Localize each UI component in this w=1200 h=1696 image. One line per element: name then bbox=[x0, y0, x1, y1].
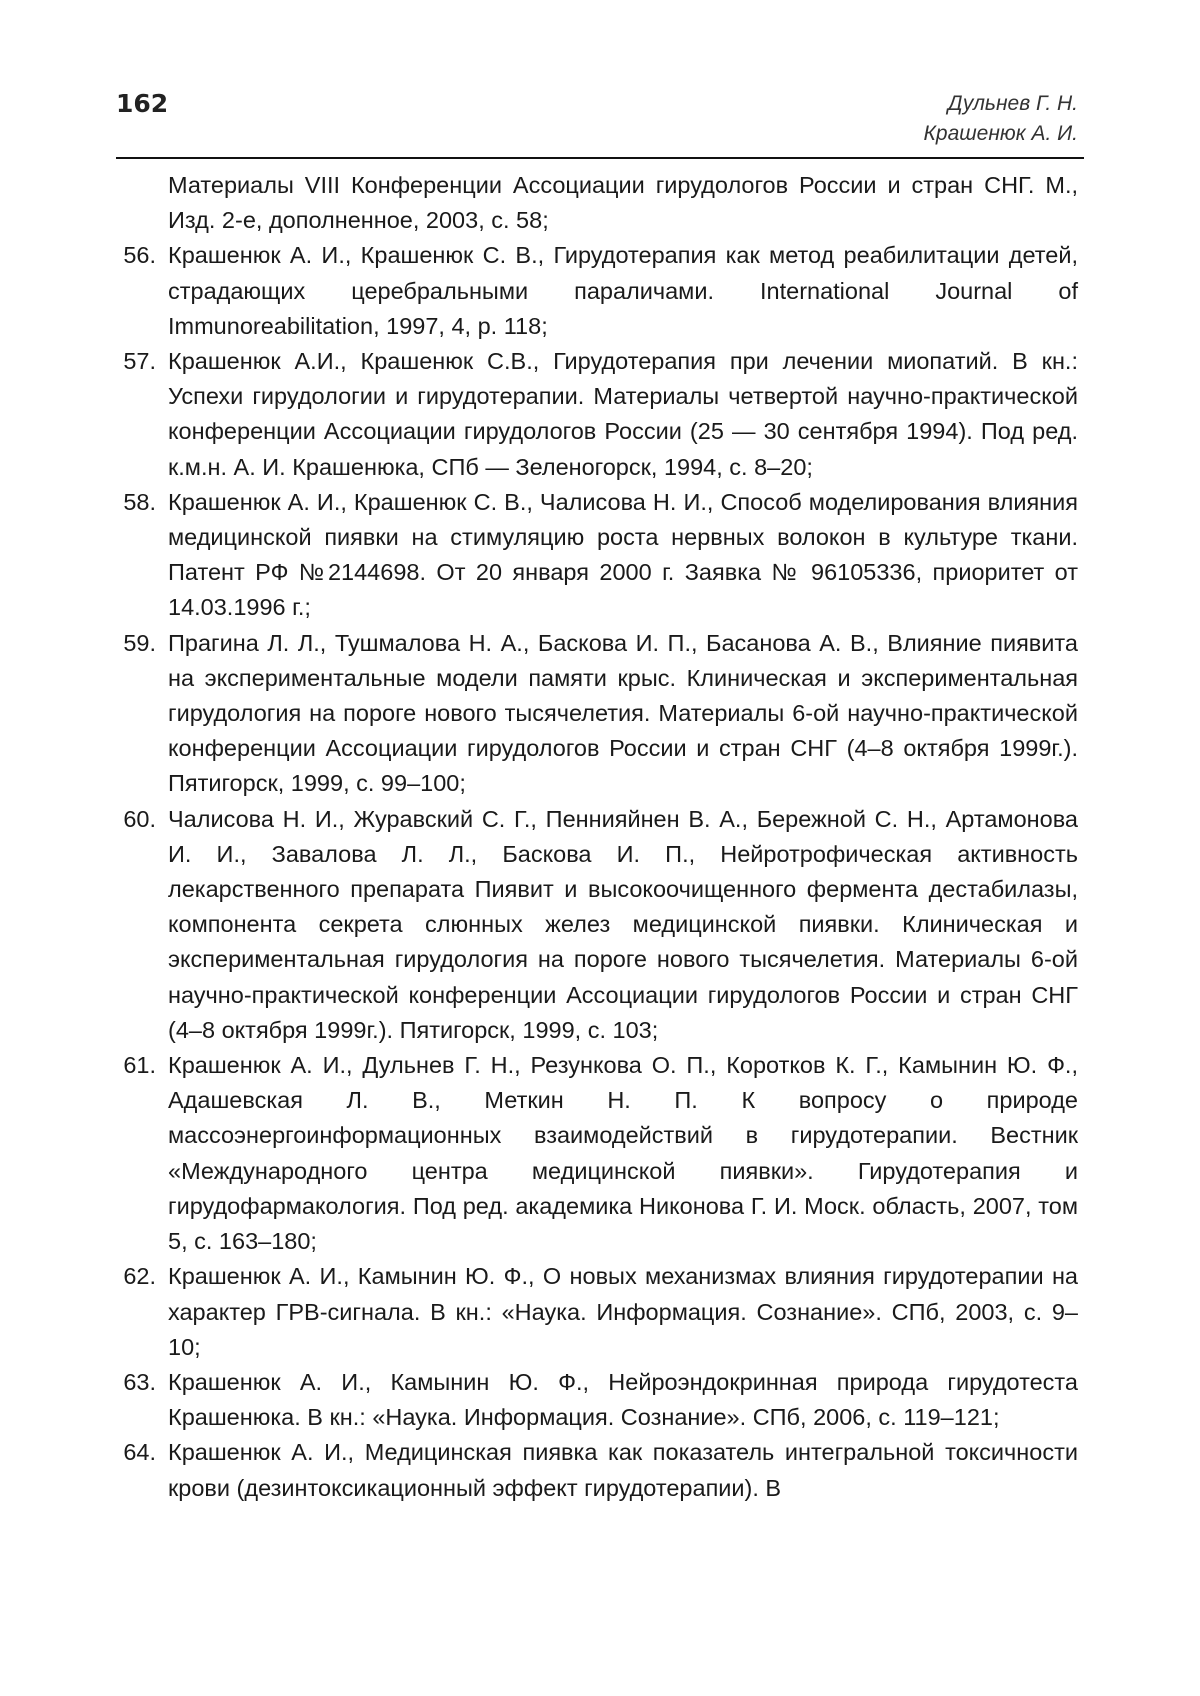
reference-item-60 bbox=[116, 802, 1078, 1048]
reference-number: 58. bbox=[123, 488, 156, 515]
page-number: 162 bbox=[116, 89, 169, 118]
reference-number: 59. bbox=[123, 629, 156, 656]
header-rule bbox=[116, 157, 1084, 159]
reference-item-59 bbox=[116, 626, 1078, 802]
reference-number: 63. bbox=[123, 1368, 156, 1395]
running-head-author-1: Дульнев Г. Н. bbox=[947, 92, 1078, 115]
reference-item-61 bbox=[116, 1048, 1078, 1259]
reference-text: Крашенюк А.И., Крашенюк С.В., Гирудотерапия при лечении миопатий. В кн.: Успехи гирудологии и гирудотерапии. Материалы четвертой научно-практической конференции Ассоциации гирудологов России (25 — 30 сентября 1994). Под ред. к.м.н. А. И. Крашенюка, СПб — Зеленогорск, 1994, с. 8–20; bbox=[168, 348, 1078, 480]
reference-item-continued bbox=[116, 168, 1078, 238]
reference-text: Крашенюк А. И., Крашенюк С. В., Гирудотерапия как метод реабилитации детей, страдающих церебральными параличами. International Journal of Immunoreabilitation, 1997, 4, р. 118; bbox=[168, 242, 1078, 339]
reference-text: Крашенюк А. И., Медицинская пиявка как показатель интегральной токсичности крови (дезинтоксикационный эффект гирудотерапии). В bbox=[168, 1439, 1078, 1501]
reference-text: Прагина Л. Л., Тушмалова Н. А., Баскова И. П., Басанова А. В., Влияние пиявита на экспериментальные модели памяти крыс. Клиническая и экспериментальная гирудология на пороге нового тысячелетия. Материалы 6-ой научно-практической конференции Ассоциации гирудологов России и стран СНГ (4–8 октября 1999г.). Пятигорск, 1999, с. 99–100; bbox=[168, 629, 1078, 797]
reference-text: Материалы VIII Конференции Ассоциации гирудологов России и стран СНГ. М., Изд. 2-е, дополненное, 2003, с. 58; bbox=[168, 172, 1078, 234]
reference-text: Крашенюк А. И., Дульнев Г. Н., Резункова О. П., Коротков К. Г., Камынин Ю. Ф., Адашевская Л. В., Меткин Н. П. К вопросу о природе массоэнергоинформационных взаимодействий в гирудотерапии. Вестник «Международного центра медицинской пиявки». Гирудотерапия и гирудофармакология. Под ред. академика Никонова Г. И. Моск. область, 2007, том 5, с. 163–180; bbox=[168, 1052, 1078, 1255]
reference-item-56 bbox=[116, 238, 1078, 344]
reference-number: 64. bbox=[123, 1439, 156, 1466]
reference-item-62 bbox=[116, 1259, 1078, 1365]
reference-number: 61. bbox=[123, 1052, 156, 1079]
reference-list bbox=[116, 168, 1078, 1506]
reference-number: 62. bbox=[123, 1263, 156, 1290]
reference-item-64 bbox=[116, 1435, 1078, 1505]
running-head bbox=[924, 89, 1078, 149]
reference-item-57 bbox=[116, 344, 1078, 485]
reference-text: Чалисова Н. И., Журавский С. Г., Пеннияйнен В. А., Бережной С. Н., Артамонова И. И., Завалова Л. Л., Баскова И. П., Нейротрофическая активность лекарственного препарата Пиявит и высокоочищенного фермента дестабилазы, компонента секрета слюнных желез медицинской пиявки. Клиническая и экспериментальная гирудология на пороге нового тысячелетия. Материалы 6-ой научно-практической конференции Ассоциации гирудологов России и стран СНГ (4–8 октября 1999г.). Пятигорск, 1999, с. 103; bbox=[168, 805, 1078, 1043]
reference-text: Крашенюк А. И., Крашенюк С. В., Чалисова Н. И., Способ моделирования влияния медицинской пиявки на стимуляцию роста нервных волокон в культуре ткани. Патент РФ №2144698. От 20 января 2000 г. Заявка № 96105336, приоритет от 14.03.1996 г.; bbox=[168, 488, 1078, 621]
running-head-author-2: Крашенюк А. И. bbox=[923, 122, 1078, 145]
reference-number: 60. bbox=[123, 805, 156, 832]
reference-number: 56. bbox=[123, 242, 156, 269]
reference-item-58 bbox=[116, 485, 1078, 626]
reference-text: Крашенюк А. И., Камынин Ю. Ф., О новых механизмах влияния гирудотерапии на характер ГРВ-сигнала. В кн.: «Наука. Информация. Сознание». СПб, 2003, с. 9–10; bbox=[168, 1263, 1078, 1360]
reference-text: Крашенюк А. И., Камынин Ю. Ф., Нейроэндокринная природа гирудотеста Крашенюка. В кн.: «Наука. Информация. Сознание». СПб, 2006, с. 119–121; bbox=[168, 1368, 1078, 1431]
reference-item-63 bbox=[116, 1365, 1078, 1435]
reference-number: 57. bbox=[123, 348, 156, 375]
